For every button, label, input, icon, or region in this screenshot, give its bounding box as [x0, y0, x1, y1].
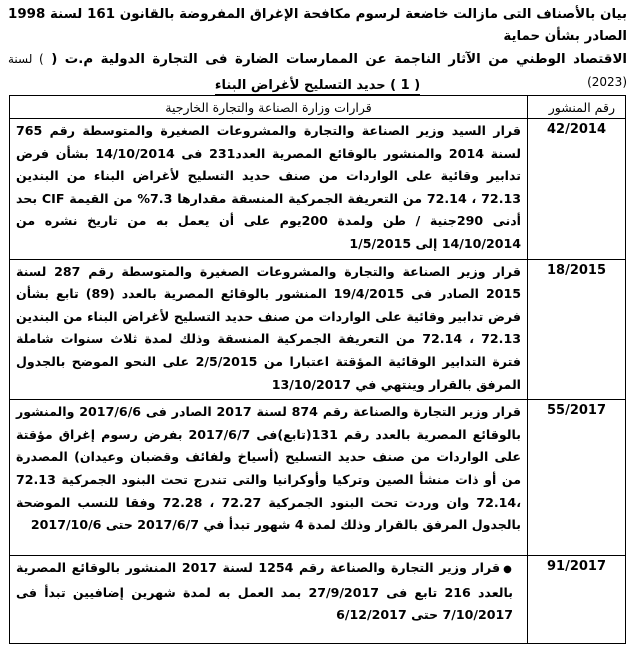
section-title-text: ( 1 ) حديد التسليح لأغراض البناء: [214, 78, 421, 93]
table-header-row: [10, 96, 626, 119]
header-number: رقم المنشور: [528, 96, 626, 119]
bullet-icon: ●: [503, 564, 513, 576]
row-text: قرار وزير الصناعة والتجارة والمشروعات الصغيرة والمتوسطة رقم 287 لسنة 2015 الصادر فى 19/4/2015 المنشور بالوقائع المصرية بالعدد (89) تابع بشأن فرض تدابير وقائية على الواردات من صنف حديد التسليح لأغراض البناء من البندين 72.13 ، 72.14 من التعريفة الجمركية المنسقة وذلك لمدة ثلاث سنوات شاملة فترة التدابير الوقائية المؤقتة اعتبارا من 2/5/2015 على النحو الموضح بالجدول المرفق بالقرار وينتهي في 13/10/2017: [10, 259, 528, 400]
header-line-2-main: الاقتصاد الوطني من الآثار الناجمة عن الممارسات الضارة فى التجارة الدولية م.ت (: [51, 52, 628, 67]
row-text: [10, 556, 528, 644]
row-number: 55/2017: [528, 400, 626, 556]
decisions-table: [9, 95, 626, 644]
row-text-content: قرار وزير التجارة والصناعة رقم 1254 لسنة 2017 المنشور بالوقائع المصرية بالعدد 216 تابع فى 27/9/2017 بمد العمل به لمدة شهرين إضافيين تبدأ فى 7/10/2017 حتى 6/12/2017: [16, 560, 513, 623]
table-row: [10, 259, 626, 400]
header-line-1: بيان بالأصناف التى مازالت خاضعة لرسوم مكافحة الإغراق المفروضة بالقانون 161 لسنة 1998 الصادر بشأن حماية: [8, 7, 627, 44]
row-text: قرار السيد وزير الصناعة والتجارة والمشروعات الصغيرة والمتوسطة رقم 765 لسنة 2014 والمنشور بالوقائع المصرية العدد231 فى 14/10/2014 بشأن فرض تدابير وقائية على الواردات من صنف حديد التسليح لأغراض البناء من البندين 72.13 ، 72.14 من التعريفة الجمركية المنسقة مقدارها 7.3% من القيمة CIF بحد أدنى 290جنية / طن ولمدة 200يوم على أن يعمل به من تاريخ نشره من 14/10/2014 إلى 1/5/2015: [10, 119, 528, 260]
row-number: 18/2015: [528, 259, 626, 400]
header-line-2-year: ) لسنة (2023): [8, 52, 627, 89]
header-decisions: قرارات وزارة الصناعة والتجارة الخارجية: [10, 96, 528, 119]
row-number: 91/2017: [528, 556, 626, 644]
row-text: قرار وزير التجارة والصناعة رقم 874 لسنة 2017 الصادر فى 2017/6/6 والمنشور بالوقائع المصرية بالعدد رقم 131(تابع)فى 2017/6/7 بفرض رسوم إغراق مؤقتة على الواردات من صنف حديد التسليح (أسياخ ولفائف وقضبان وعيدان) المصدرة من أو ذات منشأ الصين وتركيا وأوكرانيا والتى تندرج تحت البنود الجمركية 72.13 ،72.14 وان وردت تحت البنود الجمركية 72.27 ، 72.28 وفقا للنسب الموضحة بالجدول المرفق بالقرار وذلك لمدة 4 شهور تبدأ في 2017/6/7 حتى 2017/10/6: [10, 400, 528, 556]
row-number: 42/2014: [528, 119, 626, 260]
table-row: [10, 556, 626, 644]
table-row: [10, 119, 626, 260]
section-title: [0, 78, 635, 93]
table-row: [10, 400, 626, 556]
